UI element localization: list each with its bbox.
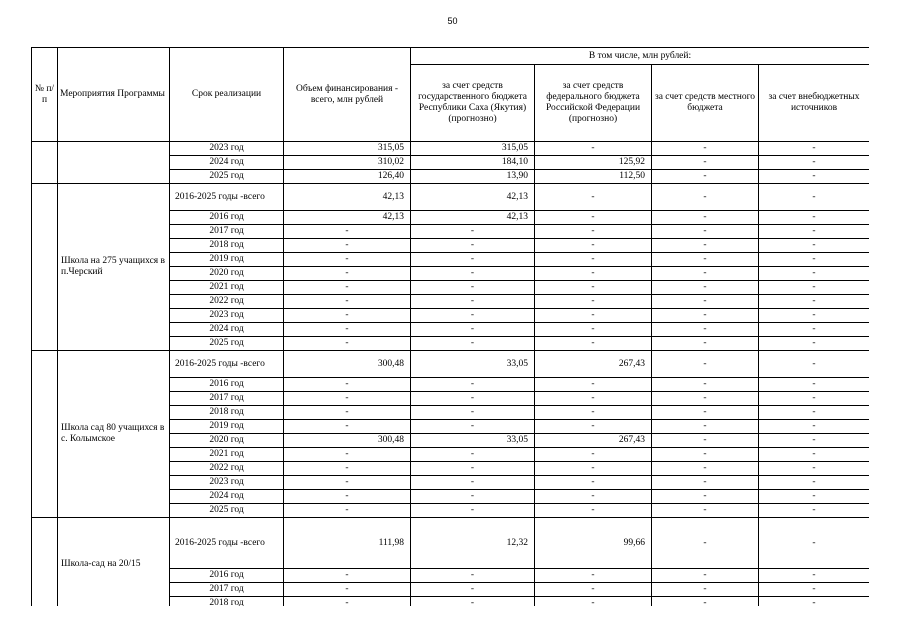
cell-term: 2025 год	[170, 337, 284, 351]
cell-volume: -	[284, 420, 411, 434]
cell-extra-budget: -	[759, 476, 870, 490]
cell-extra-budget: -	[759, 434, 870, 448]
cell-extra-budget: -	[759, 253, 870, 267]
cell-term: 2025 год	[170, 504, 284, 518]
table-total-row	[32, 518, 870, 569]
cell-term: 2023 год	[170, 142, 284, 156]
header-local: за счет средств местного бюджета	[652, 65, 759, 142]
cell-state-budget: -	[411, 309, 535, 323]
cell-federal-budget: -	[535, 490, 652, 504]
cell-local-budget: -	[652, 518, 759, 569]
financing-table	[31, 47, 869, 606]
cell-volume: -	[284, 583, 411, 597]
cell-term: 2018 год	[170, 239, 284, 253]
cell-local-budget: -	[652, 239, 759, 253]
cell-volume: -	[284, 267, 411, 281]
cell-state-budget: 33,05	[411, 351, 535, 378]
cell-volume: -	[284, 392, 411, 406]
cell-event-name: Школа на 275 учащихся в п.Черский	[58, 184, 170, 351]
cell-extra-budget: -	[759, 406, 870, 420]
cell-federal-budget: 112,50	[535, 170, 652, 184]
cell-extra-budget: -	[759, 295, 870, 309]
cell-federal-budget: -	[535, 309, 652, 323]
cell-num	[32, 351, 58, 518]
cell-state-budget: -	[411, 420, 535, 434]
cell-state-budget: 42,13	[411, 184, 535, 211]
cell-local-budget: -	[652, 323, 759, 337]
cell-state-budget: -	[411, 476, 535, 490]
cell-extra-budget: -	[759, 504, 870, 518]
cell-volume: 42,13	[284, 211, 411, 225]
cell-federal-budget: -	[535, 142, 652, 156]
cell-federal-budget: -	[535, 448, 652, 462]
cell-state-budget: -	[411, 504, 535, 518]
cell-federal-budget: -	[535, 392, 652, 406]
cell-term: 2021 год	[170, 448, 284, 462]
table-total-row	[32, 351, 870, 378]
table-row	[32, 142, 870, 156]
cell-federal-budget: -	[535, 253, 652, 267]
cell-local-budget: -	[652, 448, 759, 462]
cell-federal-budget: -	[535, 420, 652, 434]
cell-volume: -	[284, 406, 411, 420]
cell-local-budget: -	[652, 253, 759, 267]
cell-volume: -	[284, 309, 411, 323]
cell-local-budget: -	[652, 309, 759, 323]
cell-state-budget: -	[411, 597, 535, 607]
cell-local-budget: -	[652, 583, 759, 597]
cell-extra-budget: -	[759, 420, 870, 434]
cell-federal-budget: -	[535, 406, 652, 420]
cell-event-name	[58, 142, 170, 184]
cell-federal-budget: -	[535, 295, 652, 309]
cell-federal-budget: 99,66	[535, 518, 652, 569]
cell-state-budget: -	[411, 490, 535, 504]
cell-term: 2020 год	[170, 267, 284, 281]
cell-extra-budget: -	[759, 490, 870, 504]
cell-term: 2017 год	[170, 392, 284, 406]
header-volume: Объем финансирования - всего, млн рублей	[284, 48, 411, 142]
cell-local-budget: -	[652, 504, 759, 518]
cell-local-budget: -	[652, 378, 759, 392]
cell-extra-budget: -	[759, 281, 870, 295]
cell-volume: -	[284, 239, 411, 253]
cell-state-budget: 33,05	[411, 434, 535, 448]
cell-state-budget: 12,32	[411, 518, 535, 569]
cell-federal-budget: -	[535, 211, 652, 225]
cell-term: 2021 год	[170, 281, 284, 295]
cell-federal-budget: -	[535, 239, 652, 253]
cell-volume: 315,05	[284, 142, 411, 156]
cell-extra-budget: -	[759, 211, 870, 225]
cell-term: 2017 год	[170, 225, 284, 239]
header-num: № п/п	[32, 48, 58, 142]
cell-term: 2025 год	[170, 170, 284, 184]
cell-extra-budget: -	[759, 156, 870, 170]
cell-extra-budget: -	[759, 225, 870, 239]
cell-extra-budget: -	[759, 597, 870, 607]
cell-local-budget: -	[652, 597, 759, 607]
cell-local-budget: -	[652, 142, 759, 156]
cell-federal-budget: -	[535, 597, 652, 607]
cell-event-name: Школа-сад на 20/15	[58, 518, 170, 607]
cell-extra-budget: -	[759, 462, 870, 476]
cell-volume: -	[284, 462, 411, 476]
cell-federal-budget: -	[535, 462, 652, 476]
cell-local-budget: -	[652, 170, 759, 184]
cell-local-budget: -	[652, 462, 759, 476]
header-event: Мероприятия Программы	[58, 48, 170, 142]
cell-state-budget: -	[411, 253, 535, 267]
cell-state-budget: -	[411, 267, 535, 281]
cell-state-budget: 13,90	[411, 170, 535, 184]
cell-federal-budget: -	[535, 225, 652, 239]
cell-federal-budget: -	[535, 323, 652, 337]
header-extra: за счет внебюджетных источников	[759, 65, 870, 142]
cell-volume: -	[284, 597, 411, 607]
cell-term: 2016 год	[170, 378, 284, 392]
cell-extra-budget: -	[759, 239, 870, 253]
header-state: за счет средств государственного бюджета Республики Саха (Якутия) (прогнозно)	[411, 65, 535, 142]
cell-volume: -	[284, 323, 411, 337]
cell-extra-budget: -	[759, 569, 870, 583]
cell-term: 2022 год	[170, 462, 284, 476]
cell-extra-budget: -	[759, 170, 870, 184]
cell-extra-budget: -	[759, 448, 870, 462]
cell-state-budget: -	[411, 239, 535, 253]
cell-state-budget: -	[411, 337, 535, 351]
cell-volume: -	[284, 448, 411, 462]
cell-term: 2018 год	[170, 597, 284, 607]
cell-state-budget: -	[411, 392, 535, 406]
cell-volume: 111,98	[284, 518, 411, 569]
header-including: В том числе, млн рублей:	[411, 48, 870, 65]
header-federal: за счет средств федерального бюджета Российской Федерации (прогнозно)	[535, 65, 652, 142]
cell-extra-budget: -	[759, 518, 870, 569]
cell-state-budget: -	[411, 569, 535, 583]
cell-extra-budget: -	[759, 351, 870, 378]
cell-federal-budget: 125,92	[535, 156, 652, 170]
cell-local-budget: -	[652, 434, 759, 448]
cell-event-name: Школа сад 80 учащихся в с. Колымское	[58, 351, 170, 518]
cell-volume: -	[284, 337, 411, 351]
cell-federal-budget: -	[535, 378, 652, 392]
cell-local-budget: -	[652, 406, 759, 420]
cell-local-budget: -	[652, 184, 759, 211]
cell-local-budget: -	[652, 420, 759, 434]
cell-federal-budget: -	[535, 504, 652, 518]
cell-volume: 300,48	[284, 434, 411, 448]
page-number: 50	[447, 16, 458, 26]
cell-volume: -	[284, 295, 411, 309]
cell-volume: -	[284, 253, 411, 267]
cell-extra-budget: -	[759, 378, 870, 392]
cell-num	[32, 518, 58, 607]
cell-volume: 310,02	[284, 156, 411, 170]
cell-state-budget: -	[411, 462, 535, 476]
cell-extra-budget: -	[759, 142, 870, 156]
cell-extra-budget: -	[759, 337, 870, 351]
cell-state-budget: -	[411, 281, 535, 295]
cell-state-budget: 42,13	[411, 211, 535, 225]
header-term: Срок реализации	[170, 48, 284, 142]
cell-federal-budget: 267,43	[535, 434, 652, 448]
cell-volume: 42,13	[284, 184, 411, 211]
table-total-row	[32, 184, 870, 211]
cell-state-budget: -	[411, 225, 535, 239]
cell-local-budget: -	[652, 225, 759, 239]
cell-state-budget: -	[411, 583, 535, 597]
cell-local-budget: -	[652, 476, 759, 490]
cell-volume: -	[284, 225, 411, 239]
cell-volume: 126,40	[284, 170, 411, 184]
cell-volume: -	[284, 378, 411, 392]
cell-local-budget: -	[652, 267, 759, 281]
cell-federal-budget: 267,43	[535, 351, 652, 378]
cell-volume: -	[284, 476, 411, 490]
cell-state-budget: 184,10	[411, 156, 535, 170]
cell-local-budget: -	[652, 490, 759, 504]
cell-federal-budget: -	[535, 281, 652, 295]
cell-federal-budget: -	[535, 476, 652, 490]
cell-term: 2016-2025 годы -всего	[170, 351, 284, 378]
cell-local-budget: -	[652, 156, 759, 170]
cell-extra-budget: -	[759, 309, 870, 323]
cell-extra-budget: -	[759, 392, 870, 406]
cell-local-budget: -	[652, 392, 759, 406]
cell-volume: -	[284, 490, 411, 504]
cell-term: 2019 год	[170, 253, 284, 267]
cell-term: 2017 год	[170, 583, 284, 597]
cell-volume: -	[284, 281, 411, 295]
cell-term: 2018 год	[170, 406, 284, 420]
cell-extra-budget: -	[759, 323, 870, 337]
cell-volume: 300,48	[284, 351, 411, 378]
cell-num	[32, 184, 58, 351]
cell-state-budget: -	[411, 448, 535, 462]
cell-term: 2019 год	[170, 420, 284, 434]
cell-extra-budget: -	[759, 184, 870, 211]
cell-term: 2016 год	[170, 569, 284, 583]
financing-table-container	[31, 47, 869, 606]
cell-state-budget: -	[411, 295, 535, 309]
cell-term: 2023 год	[170, 309, 284, 323]
cell-term: 2022 год	[170, 295, 284, 309]
cell-local-budget: -	[652, 569, 759, 583]
cell-extra-budget: -	[759, 267, 870, 281]
cell-term: 2020 год	[170, 434, 284, 448]
cell-federal-budget: -	[535, 267, 652, 281]
cell-federal-budget: -	[535, 184, 652, 211]
cell-term: 2024 год	[170, 323, 284, 337]
cell-term: 2024 год	[170, 156, 284, 170]
cell-federal-budget: -	[535, 569, 652, 583]
cell-num	[32, 142, 58, 184]
cell-local-budget: -	[652, 281, 759, 295]
cell-federal-budget: -	[535, 583, 652, 597]
cell-term: 2016 год	[170, 211, 284, 225]
cell-local-budget: -	[652, 211, 759, 225]
cell-volume: -	[284, 504, 411, 518]
cell-term: 2016-2025 годы -всего	[170, 184, 284, 211]
cell-state-budget: -	[411, 406, 535, 420]
cell-term: 2024 год	[170, 490, 284, 504]
cell-volume: -	[284, 569, 411, 583]
cell-local-budget: -	[652, 337, 759, 351]
table-body	[32, 142, 870, 607]
cell-term: 2016-2025 годы -всего	[170, 518, 284, 569]
cell-state-budget: -	[411, 378, 535, 392]
cell-federal-budget: -	[535, 337, 652, 351]
cell-local-budget: -	[652, 295, 759, 309]
cell-local-budget: -	[652, 351, 759, 378]
cell-state-budget: 315,05	[411, 142, 535, 156]
cell-extra-budget: -	[759, 583, 870, 597]
cell-term: 2023 год	[170, 476, 284, 490]
cell-state-budget: -	[411, 323, 535, 337]
